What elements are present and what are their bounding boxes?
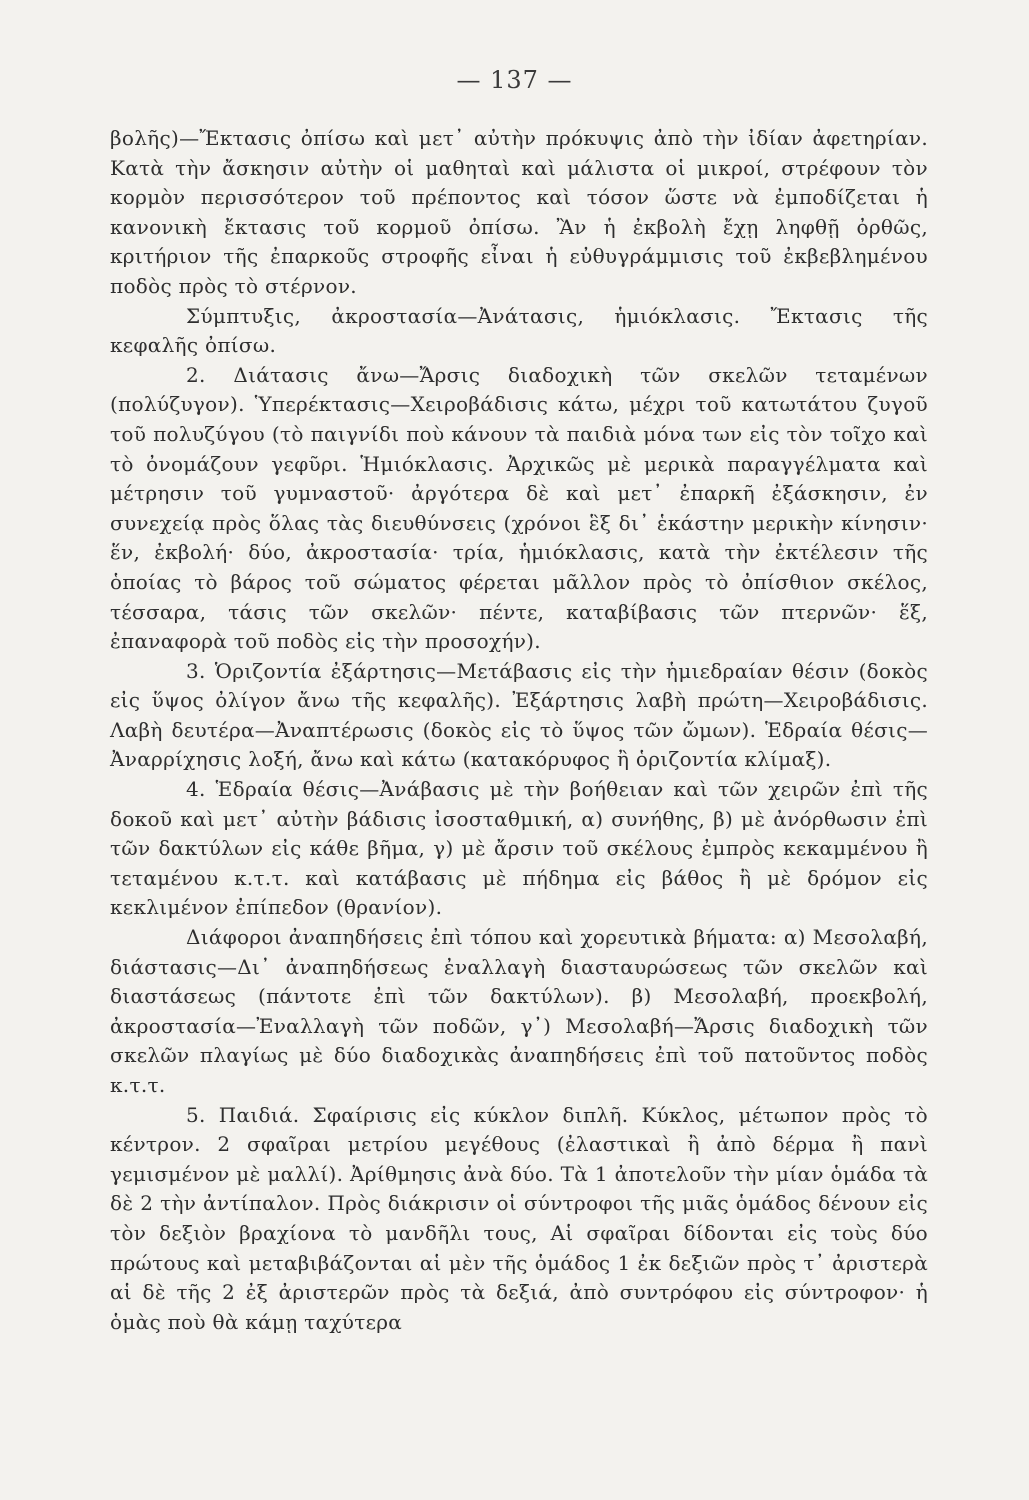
page-number: — 137 — <box>456 66 573 94</box>
paragraph-exercise-5: 5. Παιδιά. Σφαίρισις εἰς κύκλον διπλῆ. Κύκλος, μέτωπον πρὸς τὸ κέντρον. 2 σφαῖραι μετρίου μεγέθους (ἐλαστικαὶ ἢ ἀπὸ δέρμα ἢ πανὶ γεμισμένον μὲ μαλλί). Ἀρίθμησις ἀνὰ δύο. Τὰ 1 ἀποτελοῦν τὴν μίαν ὁμάδα τὰ δὲ 2 τὴν ἀντίπαλον. Πρὸς διάκρισιν οἱ σύντροφοι τῆς μιᾶς ὁμάδος δένουν εἰς τὸν δεξιὸν βραχίονα τὸ μανδῆλι τους, Αἱ σφαῖραι δίδονται εἰς τοὺς δύο πρώτους καὶ μεταβιβάζονται αἱ μὲν τῆς ὁμάδος 1 ἐκ δεξιῶν πρὸς τ᾽ ἀριστερὰ αἱ δὲ τῆς 2 ἐξ ἀριστερῶν πρὸς τὰ δεξιά, ἀπὸ συντρόφου εἰς σύντροφον· ἡ ὁμὰς ποὺ θὰ κάμῃ ταχύτερα <box>110 1102 928 1334</box>
body-text <box>110 124 928 1337</box>
paragraph-exercise-4: 4. Ἑδραία θέσις—Ἀνάβασις μὲ τὴν βοήθειαν καὶ τῶν χειρῶν ἐπὶ τῆς δοκοῦ καὶ μετ᾽ αὐτὴν βάδισις ἰσοσταθμική, α) συνήθης, β) μὲ ἀνόρθωσιν ἐπὶ τῶν δακτύλων εἰς κάθε βῆμα, γ) μὲ ἄρσιν τοῦ σκέλους ἐμπρὸς κεκαμμένου ἢ τεταμένου κ.τ.τ. καὶ κατάβασις μὲ πήδημα εἰς βάθος ἢ μὲ δρόμον εἰς κεκλιμένον ἐπίπεδον (θρανίον). <box>110 777 928 920</box>
paragraph-exercise-2: 2. Διάτασις ἄνω—Ἄρσις διαδοχικὴ τῶν σκελῶν τεταμένων (πολύζυγον). Ὑπερέκτασις—Χειροβάδισις κάτω, μέχρι τοῦ κατωτάτου ζυγοῦ τοῦ πολυζύγου (τὸ παιγνίδι ποὺ κάνουν τὰ παιδιὰ μόνα των εἰς τὸν τοῖχο καὶ τὸ ὀνομάζουν γεφῦρι. Ἡμιόκλασις. Ἀρχικῶς μὲ μερικὰ παραγγέλματα καὶ μέτρησιν τοῦ γυμναστοῦ· ἀργότερα δὲ καὶ μετ᾽ ἐπαρκῆ ἐξάσκησιν, ἐν συνεχείᾳ πρὸς ὅλας τὰς διευθύνσεις (χρόνοι ἓξ δι᾽ ἑκάστην μερικὴν κίνησιν· ἕν, ἐκβολή· δύο, ἀκροστασία· τρία, ἡμιόκλασις, κατὰ τὴν ἐκτέλεσιν τῆς ὁποίας τὸ βάρος τοῦ σώματος φέρεται μᾶλλον πρὸς τὸ ὀπίσθιον σκέλος, τέσσαρα, τάσις τῶν σκελῶν· πέντε, καταβίβασις τῶν πτερνῶν· ἕξ, ἐπαναφορὰ τοῦ ποδὸς εἰς τὴν προσοχήν). <box>110 362 928 654</box>
paragraph-exercise-3: 3. Ὁριζοντία ἐξάρτησις—Μετάβασις εἰς τὴν ἡμιεδραίαν θέσιν (δοκὸς εἰς ὕψος ὀλίγον ἄνω τῆς κεφαλῆς). Ἐξάρτησις λαβὴ πρώτη—Χειροβάδισις. Λαβὴ δευτέρα—Ἀναπτέρωσις (δοκὸς εἰς τὸ ὕψος τῶν ὤμων). Ἑδραία θέσις—Ἀναρρίχησις λοξή, ἄνω καὶ κάτω (κατακόρυφος ἢ ὁριζοντία κλίμαξ). <box>110 658 928 772</box>
paragraph-continued: βολῆς)—Ἔκτασις ὀπίσω καὶ μετ᾽ αὐτὴν πρόκυψις ἀπὸ τὴν ἰδίαν ἀφετηρίαν. Κατὰ τὴν ἄσκησιν αὐτὴν οἱ μαθηταὶ καὶ μάλιστα οἱ μικροί, στρέφουν τὸν κορμὸν περισσότερον τοῦ πρέποντος καὶ τόσον ὥστε νὰ ἐμποδίζεται ἡ κανονικὴ ἔκτασις τοῦ κορμοῦ ὀπίσω. Ἂν ἡ ἐκβολὴ ἔχῃ ληφθῇ ὀρθῶς, κριτήριον τῆς ἐπαρκοῦς στροφῆς εἶναι ἡ εὐθυγράμμισις τοῦ ἐκβεβλημένου ποδὸς πρὸς τὸ στέρνον. <box>110 126 928 298</box>
paragraph: Σύμπτυξις, ἀκροστασία—Ἀνάτασις, ἡμιόκλασις. Ἔκτασις τῆς κεφαλῆς ὀπίσω. <box>110 303 928 358</box>
paragraph: Διάφοροι ἀναπηδήσεις ἐπὶ τόπου καὶ χορευτικὰ βήματα: α) Μεσολαβή, διάστασις—Δι᾽ ἀναπηδήσεως ἐναλλαγὴ διασταυρώσεως τῶν σκελῶν καὶ διαστάσεως (πάντοτε ἐπὶ τῶν δακτύλων). β) Μεσολαβή, προεκβολή, ἀκροστασία—Ἐναλλαγὴ τῶν ποδῶν, γ᾽) Μεσολαβή—Ἄρσις διαδοχικὴ τῶν σκελῶν πλαγίως μὲ δύο διαδοχικὰς ἀναπηδήσεις ἐπὶ τοῦ πατοῦντος ποδὸς κ.τ.τ. <box>110 925 928 1097</box>
